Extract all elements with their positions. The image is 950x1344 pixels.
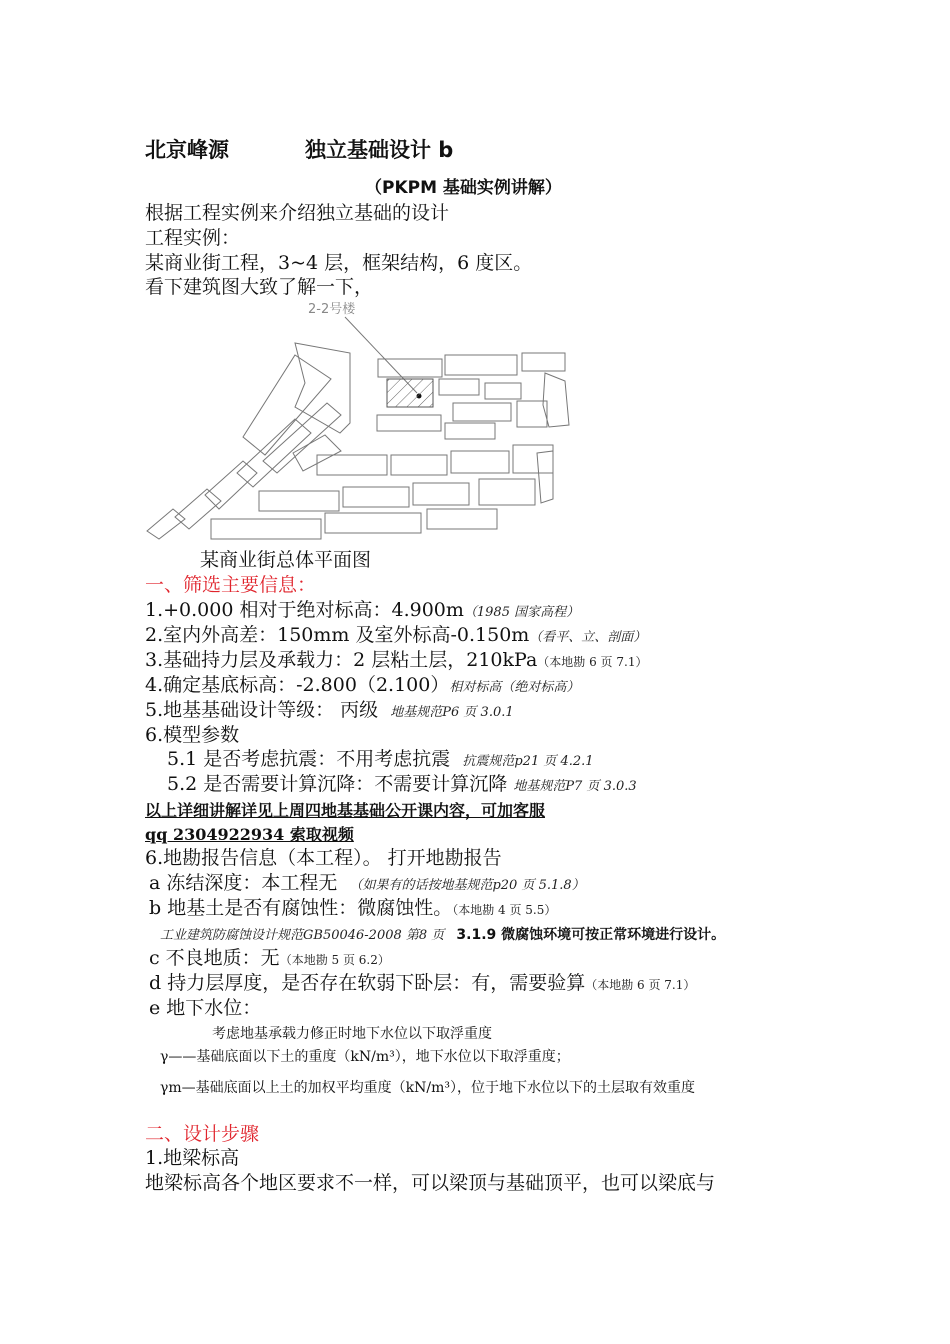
- intro-line-4: 看下建筑图大致了解一下，: [145, 276, 374, 298]
- building: [451, 451, 509, 473]
- building: [343, 487, 409, 507]
- survey-item-b: b 地基土是否有腐蚀性：微腐蚀性。（本地勘 4 页 5.5）: [149, 897, 557, 919]
- figure-caption: 某商业街总体平面图: [200, 549, 372, 571]
- building: [325, 513, 421, 533]
- info-item-5: 5.地基基础设计等级： 丙级 地基规范P6 页 3.0.1: [145, 699, 514, 721]
- building: [537, 451, 553, 503]
- section1-heading: 一、筛选主要信息：: [145, 574, 317, 596]
- notice-line-1[interactable]: 以上详细讲解详见上周四地基基础公开课内容，可加客服: [145, 801, 546, 820]
- info-item-1: 1.+0.000 相对于绝对标高：4.900m（1985 国家高程）: [145, 599, 580, 621]
- info-item-2: 2.室内外高差：150mm 及室外标高-0.150m（看平、立、剖面）: [145, 624, 647, 646]
- document-title: 独立基础设计 b: [305, 138, 454, 162]
- document-subtitle: （PKPM 基础实例讲解）: [365, 178, 562, 198]
- building: [445, 423, 495, 439]
- info-item-4: 4.确定基底标高：-2.800（2.100）相对标高（绝对标高）: [145, 674, 580, 696]
- building: [391, 455, 447, 475]
- building: [427, 509, 497, 529]
- target-building: [387, 379, 433, 407]
- company-name: 北京峰源: [145, 138, 229, 162]
- intro-line-3: 某商业街工程，3~4 层，框架结构，6 度区。: [145, 252, 533, 274]
- building: [205, 461, 257, 509]
- building: [453, 403, 511, 421]
- survey-item-e: e 地下水位：: [149, 997, 262, 1019]
- building: [445, 355, 517, 375]
- survey-item-d: d 持力层厚度，是否存在软弱下卧层：有，需要验算（本地勘 6 页 7.1）: [149, 972, 696, 994]
- notice-line-2[interactable]: qq 2304922934 索取视频: [145, 825, 354, 844]
- building: [211, 519, 321, 539]
- building: [513, 445, 553, 473]
- intro-line-1: 根据工程实例来介绍独立基础的设计: [145, 202, 450, 224]
- building: [439, 379, 479, 395]
- survey-heading: 6.地勘报告信息（本工程）。 打开地勘报告: [145, 847, 502, 869]
- section2-item-1: 1.地梁标高: [145, 1147, 240, 1169]
- info-item-6: 6.模型参数: [145, 724, 240, 746]
- survey-item-b-ref: 工业建筑防腐蚀设计规范GB50046-2008 第8 页 3.1.9 微腐蚀环境可按正常环境进行设计。: [160, 927, 726, 943]
- building: [522, 353, 565, 371]
- section2-heading: 二、设计步骤: [145, 1123, 260, 1145]
- survey-item-a: a 冻结深度：本工程无 （如果有的话按地基规范p20 页 5.1.8）: [149, 872, 585, 894]
- building: [243, 355, 331, 455]
- survey-e-line-1: 考虑地基承载力修正时地下水位以下取浮重度: [212, 1026, 492, 1042]
- building: [175, 489, 221, 529]
- building: [413, 483, 469, 505]
- building: [485, 383, 521, 399]
- intro-line-2: 工程实例：: [145, 227, 241, 249]
- survey-e-line-3: γm—基础底面以上土的加权平均重度（kN/m³），位于地下水位以下的土层取有效重度: [160, 1080, 695, 1096]
- building: [517, 401, 547, 427]
- section2-paragraph: 地梁标高各个地区要求不一样，可以梁顶与基础顶平，也可以梁底与: [145, 1172, 716, 1194]
- site-plan-figure: [145, 295, 585, 540]
- info-item-6-1: 5.1 是否考虑抗震：不用考虑抗震 抗震规范p21 页 4.2.1: [167, 748, 594, 770]
- building-label: 2-2号楼: [308, 302, 356, 317]
- info-item-3: 3.基础持力层及承载力：2 层粘土层，210kPa（本地勘 6 页 7.1）: [145, 649, 648, 671]
- building: [377, 415, 441, 431]
- survey-item-c: c 不良地质：无（本地勘 5 页 6.2）: [149, 947, 390, 969]
- info-item-6-2: 5.2 是否需要计算沉降：不需要计算沉降 地基规范P7 页 3.0.3: [167, 773, 637, 795]
- building: [295, 343, 350, 433]
- survey-e-line-2: γ——基础底面以下土的重度（kN/m³），地下水位以下取浮重度；: [160, 1049, 570, 1065]
- building: [259, 491, 339, 511]
- building: [479, 479, 535, 505]
